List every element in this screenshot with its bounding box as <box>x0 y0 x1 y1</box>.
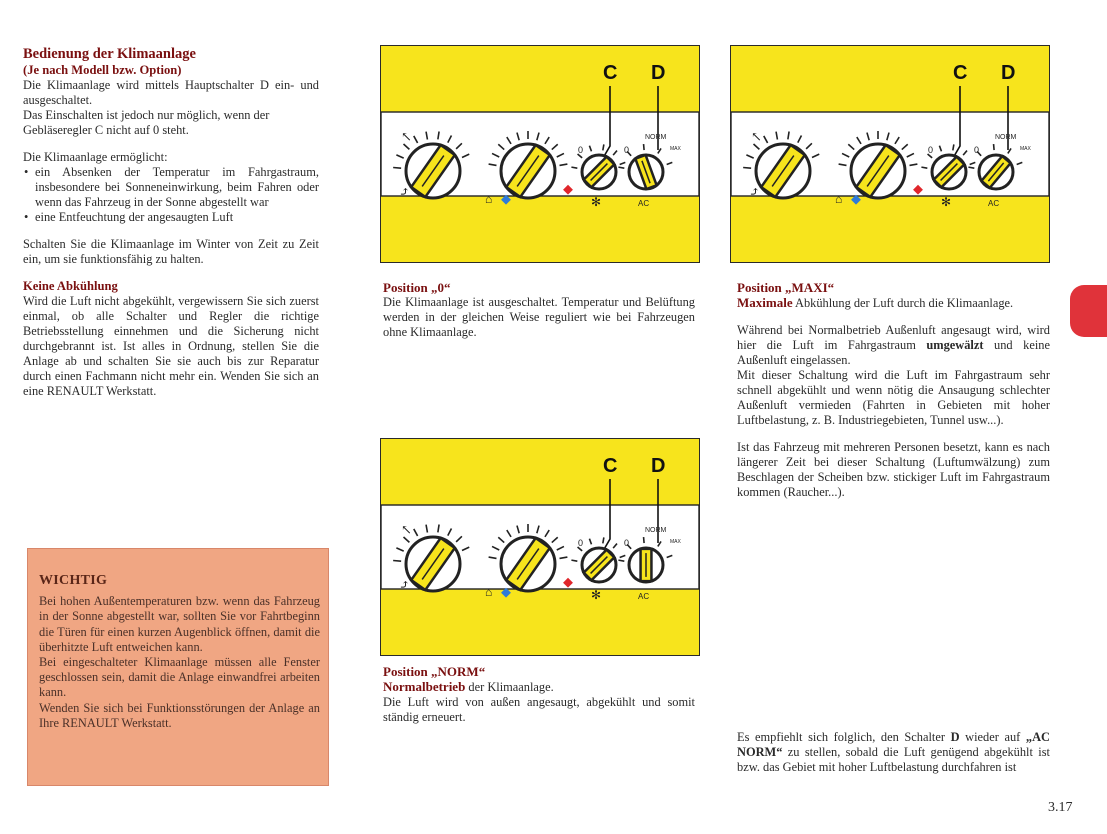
svg-text:⌂: ⌂ <box>835 192 843 206</box>
position-maxi-paragraph-3: Mit dieser Schaltung wird die Luft im Fahrgastraum sehr schnell abgekühlt und wenn nötig die Ansaugung schlechter Außenluft vermieden (Fahrten in Gebieten mit hoher Luftbelastung, z. B. Industriegebieten, Tunnel usw...). <box>737 368 1050 427</box>
list-item: • eine Entfeuchtung der angesaugten Luft <box>23 210 319 225</box>
control-panel-position-0 <box>380 45 700 263</box>
label-c: C <box>603 455 618 477</box>
control-panel-position-maxi <box>730 45 1050 263</box>
no-cooling-heading: Keine Abkühlung <box>23 279 118 293</box>
position-maxi-recommendation: Es empfiehlt sich folglich, den Schalter D wieder auf „AC NORM“ zu stellen, sobald die Luft genügend abgekühlt ist bzw. das Gebiet mit hoher Luftbelastung durchfahren ist <box>737 730 1050 774</box>
warning-paragraph-3: Wenden Sie sich bei Funktionsstörungen der Anlage an Ihre RENAULT Werkstatt. <box>39 700 320 730</box>
svg-text:↖: ↖ <box>751 129 762 144</box>
position-maxi-line-1: Maximale Abkühlung der Luft durch die Klimaanlage. <box>737 295 1014 310</box>
svg-text:⤴: ⤴ <box>749 184 760 199</box>
position-maxi-title: Position „MAXI“ <box>737 280 835 295</box>
position-maxi-paragraph-4: Ist das Fahrzeug mit mehreren Personen besetzt, kann es nach längerer Zeit bei dieser Schaltung (Luftumwälzung) zum Beschlagen der Scheiben bzw. stickiger Luft im Fahrgastraum kommen (Raucher...). <box>737 440 1050 499</box>
warning-box <box>27 548 329 786</box>
label-d: D <box>1001 62 1016 84</box>
label-zero: 0 <box>928 145 934 155</box>
position-maxi-paragraph-2: Während bei Normalbetrieb Außenluft angesaugt wird, wird hier die Luft im Fahrgastraum umgewälzt und keine Außenluft eingelassen. <box>737 323 1050 367</box>
label-zero: 0 <box>578 538 584 548</box>
label-zero-d: 0 <box>974 145 980 155</box>
svg-text:⤴: ⤴ <box>399 184 410 199</box>
position-norm-section <box>383 664 695 725</box>
label-ac: AC <box>988 199 1000 208</box>
list-item: • ein Absenken der Temperatur im Fahrgastraum, insbesondere bei Sonneneinwirkung, beim Fahren oder wenn das Fahrzeug in der Sonne abgestellt war <box>23 165 319 210</box>
allows-list <box>23 165 319 225</box>
svg-text:↖: ↖ <box>401 129 412 144</box>
section-title: Bedienung der Klimaanlage <box>23 46 196 62</box>
label-max: MAX <box>670 539 681 545</box>
position-maxi-bold: Maximale <box>737 295 793 310</box>
intro-paragraph-1: Die Klimaanlage wird mittels Hauptschalter D ein- und ausgeschaltet. <box>23 78 319 107</box>
label-norm: NORM <box>995 134 1017 141</box>
label-ac: AC <box>638 199 650 208</box>
position-norm-title: Position „NORM“ <box>383 664 486 679</box>
label-max: MAX <box>1020 146 1031 152</box>
position-0-title: Position „0“ <box>383 280 451 295</box>
winter-paragraph: Schalten Sie die Klimaanlage im Winter von Zeit zu Zeit ein, um sie funktionsfähig zu halten. <box>23 237 319 266</box>
label-d: D <box>651 62 666 84</box>
allows-label: Die Klimaanlage ermöglicht: <box>23 150 168 164</box>
page-number: 3.17 <box>1048 800 1073 815</box>
svg-text:✻: ✻ <box>591 195 602 209</box>
label-d: D <box>651 455 666 477</box>
section-tab-marker <box>1070 285 1107 337</box>
control-panel-position-norm <box>380 438 700 656</box>
svg-text:✻: ✻ <box>591 588 602 602</box>
warning-paragraph-2: Bei eingeschalteter Klimaanlage müssen alle Fenster geschlossen sein, damit die Anlage einwandfrei arbeiten kann. <box>39 655 320 700</box>
label-zero: 0 <box>578 145 584 155</box>
position-norm-text: Die Luft wird von außen angesaugt, abgekühlt und somit ständig erneuert. <box>383 695 695 724</box>
section-subtitle: (Je nach Modell bzw. Option) <box>23 63 182 77</box>
label-zero-d: 0 <box>624 145 630 155</box>
position-norm-line-1: Normalbetrieb der Klimaanlage. <box>383 679 554 694</box>
label-c: C <box>603 62 618 84</box>
label-ac: AC <box>638 592 650 601</box>
position-maxi-section <box>737 280 1050 500</box>
label-norm: NORM <box>645 527 667 534</box>
label-zero-d: 0 <box>624 538 630 548</box>
position-0-text: Die Klimaanlage ist ausgeschaltet. Temperatur und Belüftung werden in der gleichen Weise reguliert wie bei Fahrzeugen ohne Klimaanlage. <box>383 295 695 339</box>
position-0-section <box>383 280 695 340</box>
label-c: C <box>953 62 968 84</box>
left-column <box>23 46 319 399</box>
intro-paragraph-2: Das Einschalten ist jedoch nur möglich, wenn der Gebläseregler C nicht auf 0 steht. <box>23 108 270 137</box>
svg-text:⌂: ⌂ <box>485 585 493 599</box>
label-norm: NORM <box>645 134 667 141</box>
svg-text:⌂: ⌂ <box>485 192 493 206</box>
warning-title: WICHTIG <box>39 573 108 588</box>
no-cooling-paragraph: Wird die Luft nicht abgekühlt, vergewissern Sie sich zuerst einmal, ob alle Schalter und Regler die richtige Betriebsstellung einnehmen und die Sicherung nicht durchgebrannt ist. Ist alles in Ordnung, stellen Sie die Anlage ab und schalten Sie sie auch bis zur Reparatur durch einen Fachmann nicht mehr ein. Wenden Sie sich an eine RENAULT Werkstatt. <box>23 294 319 398</box>
svg-text:✻: ✻ <box>941 195 952 209</box>
svg-text:↖: ↖ <box>401 522 412 537</box>
warning-paragraph-1: Bei hohen Außentemperaturen bzw. wenn das Fahrzeug in der Sonne abgestellt war, sollten Sie vor Fahrtbeginn die Türen für einen kurzen Augenblick öffnen, damit die überhitzte Luft entweichen kann. <box>39 594 320 654</box>
label-max: MAX <box>670 146 681 152</box>
position-norm-bold: Normalbetrieb <box>383 679 466 694</box>
svg-text:⤴: ⤴ <box>399 577 410 592</box>
